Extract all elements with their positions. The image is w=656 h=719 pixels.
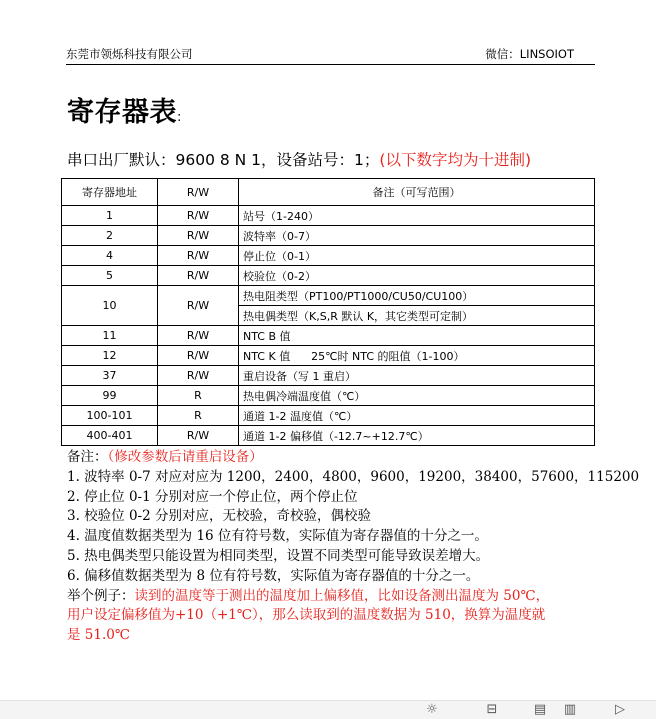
notes-label: 备注： [67, 449, 108, 465]
cell-rw: R/W [158, 426, 239, 446]
col-header-address: 寄存器地址 [62, 179, 158, 206]
cell-rw: R/W [158, 366, 239, 386]
brightness-icon[interactable]: ☼ [426, 702, 438, 717]
cell-address: 2 [62, 226, 158, 246]
serial-defaults-text: 串口出厂默认：9600 8 N 1，设备站号：1； [67, 151, 380, 169]
table-row [62, 406, 595, 426]
cell-address: 5 [62, 266, 158, 286]
cell-note: 通道 1-2 偏移值（-12.7~+12.7℃） [239, 426, 595, 446]
header-divider [66, 64, 595, 65]
decimal-note: (以下数字均为十进制) [379, 151, 532, 169]
example-label: 举个例子： [67, 587, 135, 604]
cell-rw: R/W [158, 246, 239, 266]
note-item: 5. 热电偶类型只能设置为相同类型，设置不同类型可能导致误差增大。 [67, 547, 490, 564]
note-item: 6. 偏移值数据类型为 8 位有符号数，实际值为寄存器值的十分之一。 [67, 567, 480, 584]
cell-note: 停止位（0-1） [239, 246, 595, 266]
single-page-icon[interactable]: ▤ [533, 702, 547, 717]
example-line [67, 587, 639, 607]
col-header-note: 备注（可写范围） [239, 179, 595, 206]
cell-address: 100-101 [62, 406, 158, 426]
col-header-rw: R/W [158, 179, 239, 206]
cell-note: 重启设备（写 1 重启） [239, 366, 595, 386]
restart-reminder: （修改参数后请重启设备） [107, 449, 263, 465]
table-row [62, 426, 595, 446]
title-colon: : [177, 110, 182, 125]
company-name: 东莞市领烁科技有限公司 [66, 47, 193, 61]
cell-address: 400-401 [62, 426, 158, 446]
cell-address: 4 [62, 246, 158, 266]
cell-note: 热电偶类型（K,S,R 默认 K，其它类型可定制） [239, 306, 595, 326]
fit-page-icon[interactable]: ⊟ [486, 702, 498, 717]
page-header [66, 46, 574, 64]
cell-rw: R/W [158, 326, 239, 346]
cell-note: NTC K 值 25℃时 NTC 的阻值（1-100） [239, 346, 595, 366]
cell-address: 11 [62, 326, 158, 346]
notes-heading [67, 448, 639, 468]
serial-defaults [67, 148, 531, 170]
cell-rw: R/W [158, 206, 239, 226]
table-row [62, 246, 595, 266]
cell-note: 站号（1-240） [239, 206, 595, 226]
viewer-toolbar [0, 700, 656, 719]
cell-address: 1 [62, 206, 158, 226]
cell-rw: R/W [158, 266, 239, 286]
table-row [62, 326, 595, 346]
cell-rw: R [158, 406, 239, 426]
cell-address: 99 [62, 386, 158, 406]
note-item: 4. 温度值数据类型为 16 位有符号数，实际值为寄存器值的十分之一。 [67, 528, 488, 545]
table-row [62, 206, 595, 226]
cell-rw: R/W [158, 286, 239, 326]
table-row [62, 346, 595, 366]
cell-address: 37 [62, 366, 158, 386]
table-row [62, 386, 595, 406]
cell-note: 热电阻类型（PT100/PT1000/CU50/CU100） [239, 286, 595, 306]
note-item: 2. 停止位 0-1 分别对应一个停止位，两个停止位 [67, 488, 358, 505]
table-row [62, 366, 595, 386]
cell-address: 12 [62, 346, 158, 366]
cell-note: 热电偶冷端温度值（℃） [239, 386, 595, 406]
title-text: 寄存器表 [67, 97, 177, 128]
cell-note: NTC B 值 [239, 326, 595, 346]
table-row [62, 226, 595, 246]
page-title [67, 90, 182, 129]
cell-note: 校验位（0-2） [239, 266, 595, 286]
example-line: 是 51.0℃ [67, 627, 130, 644]
cell-rw: R/W [158, 226, 239, 246]
table-header-row [62, 179, 595, 206]
cell-address: 10 [62, 286, 158, 326]
wechat-id: 微信：LINSOIOT [485, 47, 574, 61]
register-table [61, 178, 595, 446]
two-page-icon[interactable]: ▥ [563, 702, 577, 717]
notes-section [67, 448, 639, 646]
example-text: 读到的温度等于测出的温度加上偏移值，比如设备测出温度为 50℃， [134, 587, 550, 604]
table-row [62, 286, 595, 306]
note-item: 1. 波特率 0-7 对应对应为 1200，2400，4800，9600，19200，38400，57600，115200 [67, 468, 640, 485]
cell-note: 通道 1-2 温度值（℃） [239, 406, 595, 426]
cell-rw: R/W [158, 346, 239, 366]
note-item: 3. 校验位 0-2 分别对应，无校验，奇校验，偶校验 [67, 508, 371, 525]
play-icon[interactable]: ▷ [615, 702, 625, 717]
cell-rw: R [158, 386, 239, 406]
example-line: 用户设定偏移值为+10（+1℃），那么读取到的温度数据为 510，换算为温度就 [67, 607, 546, 624]
table-row [62, 266, 595, 286]
cell-note: 波特率（0-7） [239, 226, 595, 246]
